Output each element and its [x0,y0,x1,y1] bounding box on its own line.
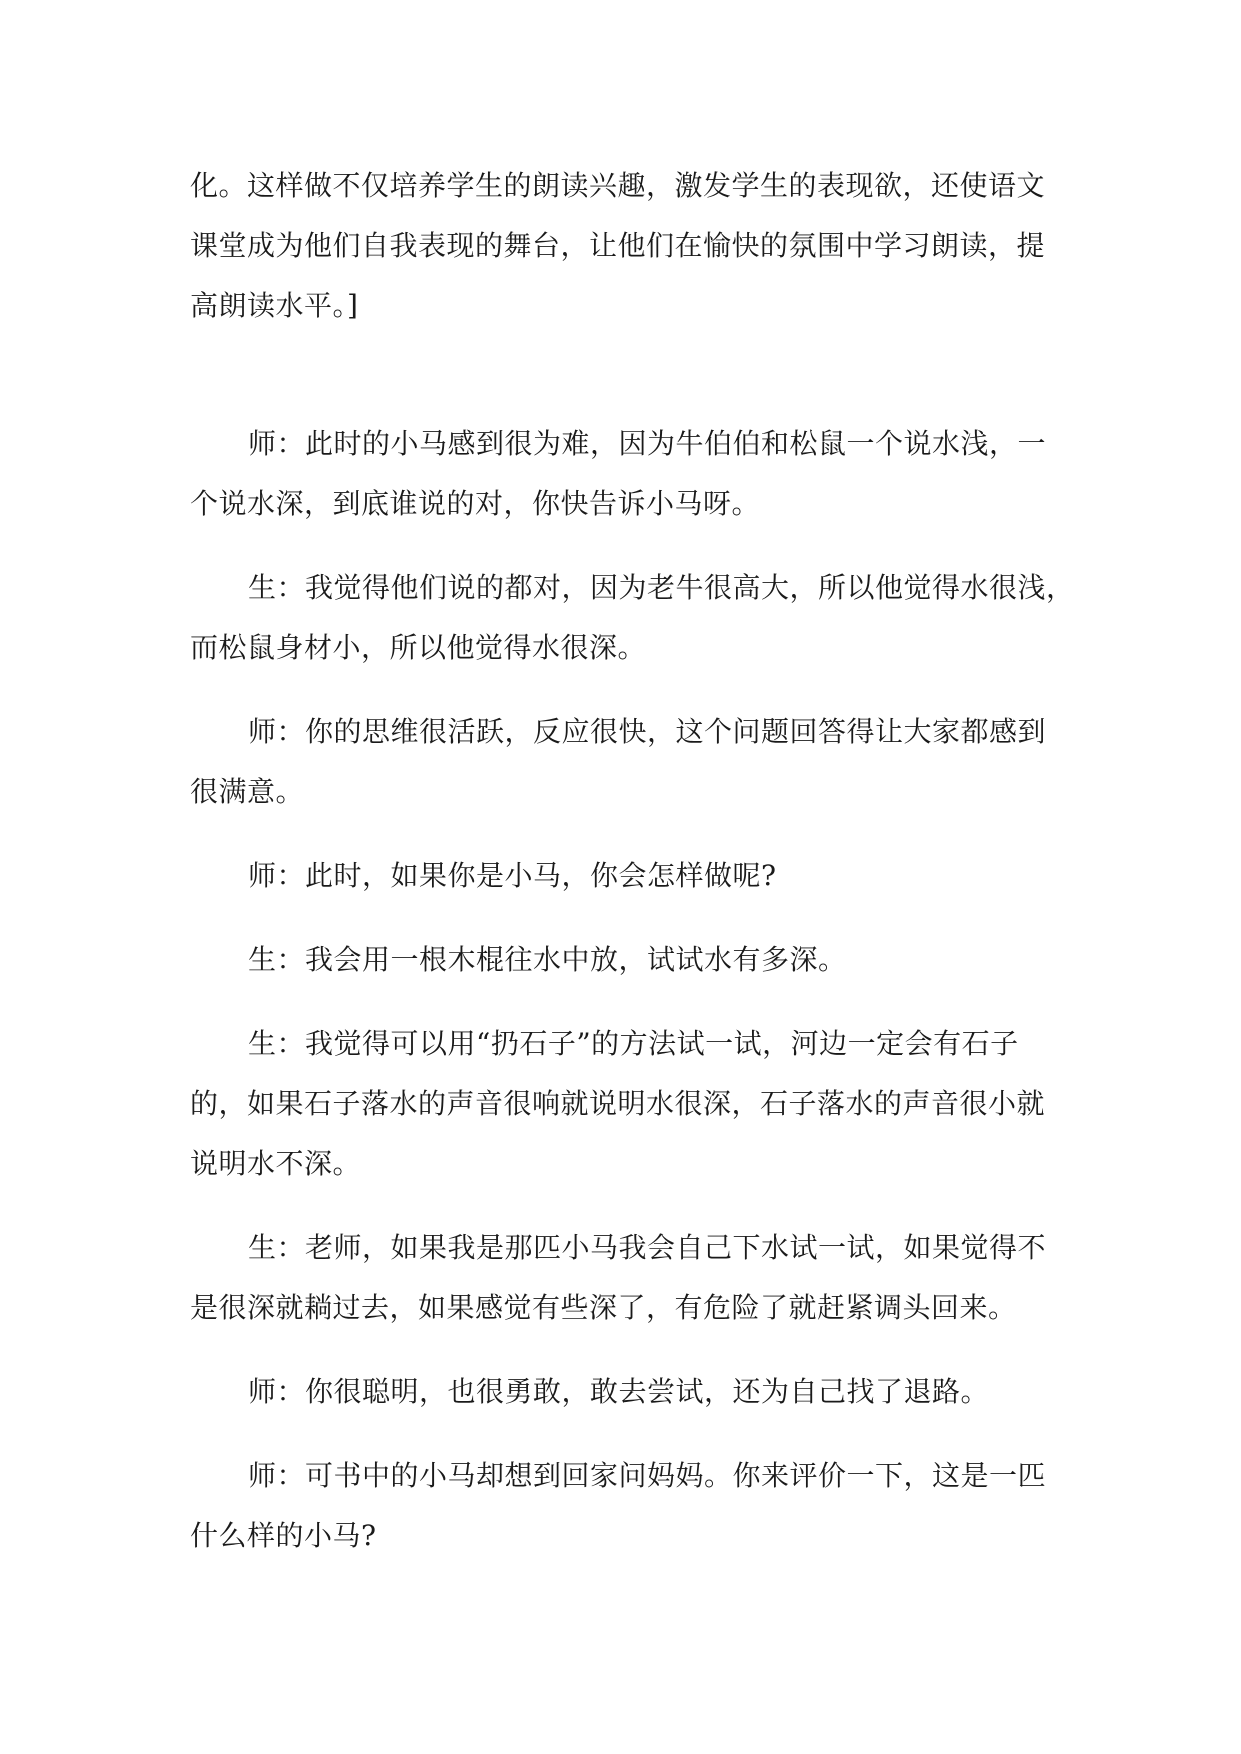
text-line: 很满意。 [190,775,305,808]
text-line: 生：我会用一根木棍往水中放，试试水有多深。 [248,943,847,976]
dialogue-paragraph [190,930,1050,990]
text-line: 说明水不深。 [190,1147,362,1180]
text-line: 生：我觉得他们说的都对，因为老牛很高大，所以他觉得水很浅， [248,571,1075,604]
text-line: 师：可书中的小马却想到回家问妈妈。你来评价一下，这是一匹 [248,1459,1047,1492]
text-line: 个说水深，到底谁说的对，你快告诉小马呀。 [190,487,761,520]
dialogue-paragraph [190,1014,1050,1194]
text-line: 师：你的思维很活跃，反应很快，这个问题回答得让大家都感到 [248,715,1047,748]
text-line: 高朗读水平。] [190,289,359,322]
text-line: 生：我觉得可以用“扔石子”的方法试一试，河边一定会有石子 [248,1027,1019,1060]
text-line: 生：老师，如果我是那匹小马我会自己下水试一试，如果觉得不 [248,1231,1047,1264]
text-line: 化。这样做不仅培养学生的朗读兴趣，激发学生的表现欲，还使语文 [190,169,1046,202]
dialogue-paragraph [190,1446,1050,1566]
dialogue-paragraph [190,846,1050,906]
text-line: 的，如果石子落水的声音很响就说明水很深，石子落水的声音很小就 [190,1087,1046,1120]
dialogue-paragraph [190,702,1050,822]
text-line: 是很深就耥过去，如果感觉有些深了，有危险了就赶紧调头回来。 [190,1291,1017,1324]
dialogue-paragraph [190,1218,1050,1338]
text-line: 师：你很聪明，也很勇敢，敢去尝试，还为自己找了退路。 [248,1375,990,1408]
dialogue-paragraph [190,558,1075,678]
text-line: 课堂成为他们自我表现的舞台，让他们在愉快的氛围中学习朗读，提 [190,229,1046,262]
text-line: 而松鼠身材小，所以他觉得水很深。 [190,631,647,664]
dialogue-paragraph [190,1362,1050,1422]
paragraph-continuation [190,156,1050,336]
text-line: 什么样的小马? [190,1519,377,1552]
dialogue-paragraph [190,414,1050,534]
text-line: 师：此时的小马感到很为难，因为牛伯伯和松鼠一个说水浅，一 [248,427,1047,460]
text-line: 师：此时，如果你是小马，你会怎样做呢? [248,859,777,892]
